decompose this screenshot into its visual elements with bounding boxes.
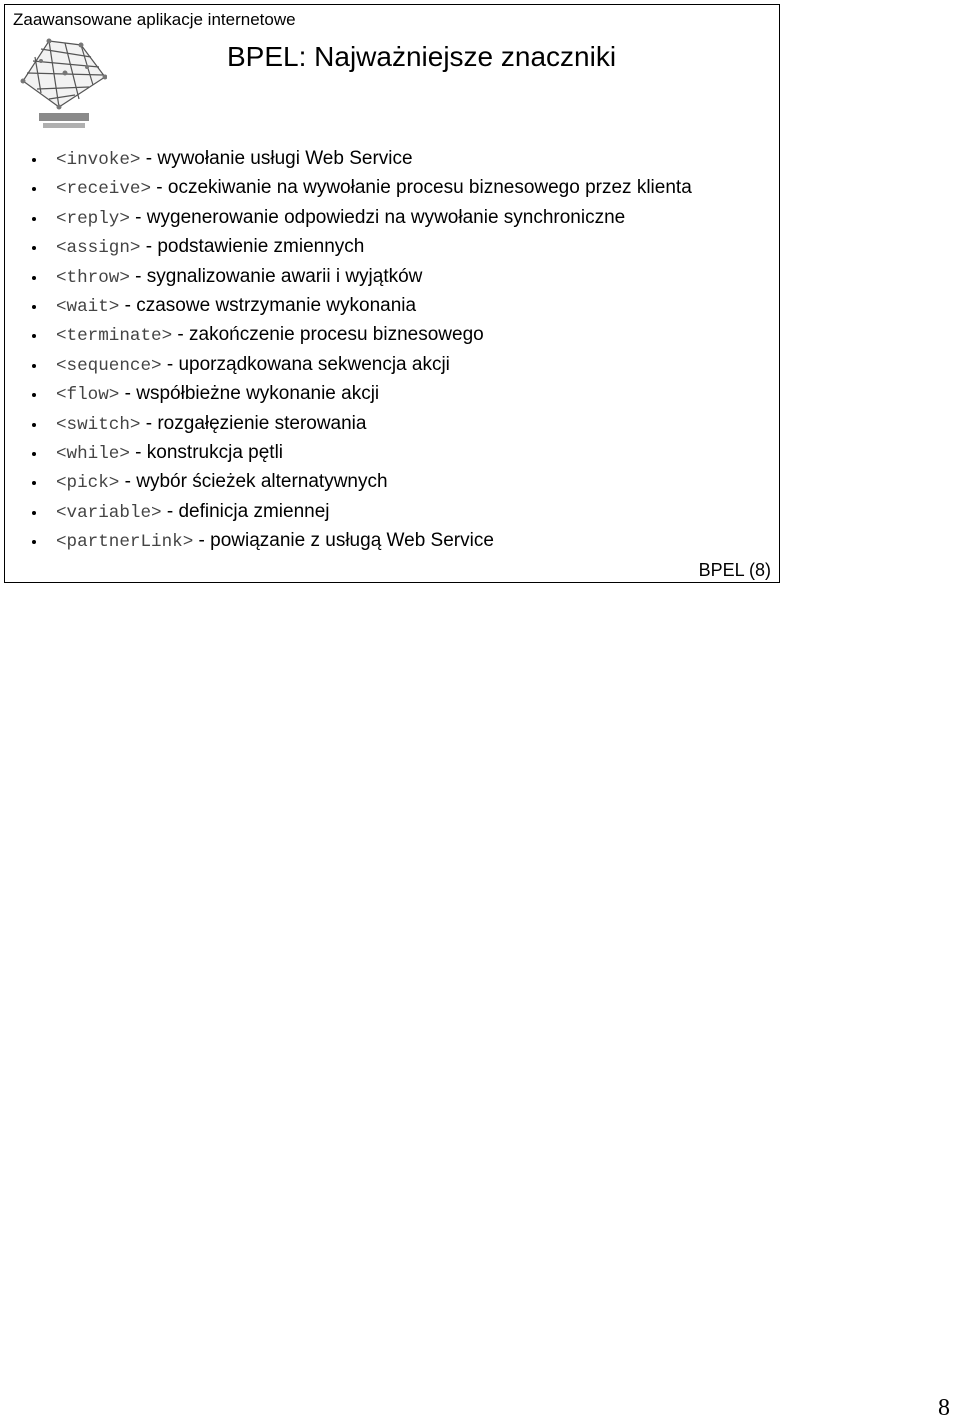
tag-description: - wybór ścieżek alternatywnych [119,471,388,493]
tag-description: - wygenerowanie odpowiedzi na wywołanie synchroniczne [129,206,626,228]
tag-description: - podstawienie zmiennych [140,236,365,258]
list-item [23,176,763,201]
tag-name: <receive> [56,179,152,200]
tag-name: <wait> [56,296,120,317]
tag-description: - zakończenie procesu biznesowego [172,324,484,346]
bullet-icon [32,246,36,250]
list-item [23,294,763,319]
slide [4,4,780,583]
list-item [23,147,763,172]
tag-description: - konstrukcja pętli [129,441,284,463]
tag-name: <invoke> [56,150,141,170]
bullet-icon [32,187,36,191]
tag-description: - sygnalizowanie awarii i wyjątków [129,265,423,287]
tag-name: <assign> [56,238,141,259]
list-item [23,529,763,554]
tag-name: <sequence> [56,355,162,376]
bullet-icon [32,423,36,427]
bullet-icon [32,540,36,544]
bullet-icon [32,158,36,162]
tag-description: - definicja zmiennej [161,500,330,522]
tag-description: - oczekiwanie na wywołanie procesu biznesowego przez klienta [151,177,692,199]
list-item [23,265,763,290]
bullet-icon [32,305,36,309]
bullet-icon [32,334,36,338]
tag-name: <switch> [56,414,141,435]
bullet-icon [32,364,36,368]
list-item [23,470,763,495]
list-item [23,323,763,348]
bullet-icon [32,217,36,221]
bullet-icon [32,452,36,456]
bullet-icon [32,511,36,515]
list-item [23,206,763,231]
tag-name: <partnerLink> [56,532,194,553]
tag-description: - współbieżne wykonanie akcji [119,383,380,405]
tag-description: - rozgałęzienie sterowania [140,412,367,434]
tag-name: <while> [56,443,130,464]
slide-title: BPEL: Najważniejsze znaczniki [227,41,617,72]
bullet-icon [32,481,36,485]
list-item [23,382,763,407]
tag-description: - uporządkowana sekwencja akcji [161,353,450,375]
tag-name: <terminate> [56,326,173,347]
list-item [23,412,763,437]
tag-description: - czasowe wstrzymanie wykonania [119,294,417,316]
list-item [23,235,763,260]
list-item [23,500,763,525]
tag-name: <throw> [56,267,130,288]
tag-name: <reply> [56,208,130,229]
tag-description: - powiązanie z usługą Web Service [193,530,494,552]
tag-list [23,147,763,558]
slide-number: BPEL (8) [698,560,771,580]
tag-name: <variable> [56,502,162,523]
list-item [23,441,763,466]
course-title: Zaawansowane aplikacje internetowe [13,10,296,29]
tag-name: <pick> [56,473,120,494]
tag-name: <flow> [56,385,120,406]
tag-description: - wywołanie usługi Web Service [140,148,413,169]
bullet-icon [32,276,36,280]
bullet-icon [32,393,36,397]
page-number: 8 [938,1395,950,1421]
list-item [23,353,763,378]
